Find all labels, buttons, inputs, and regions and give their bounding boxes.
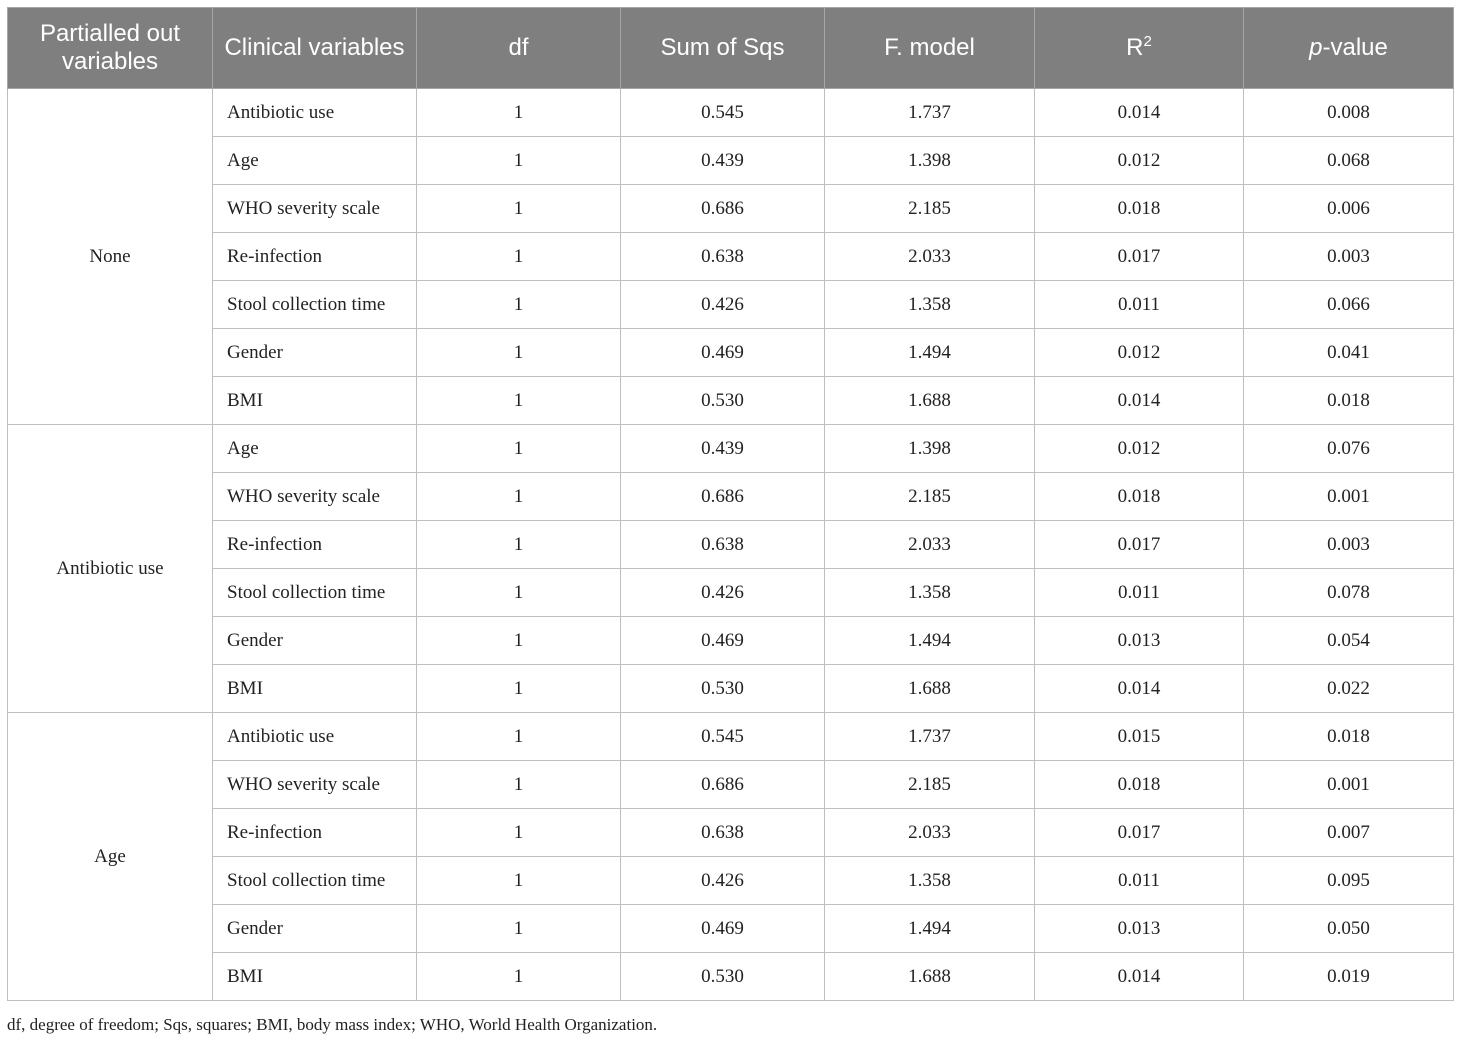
- header-pvalue: [1244, 8, 1454, 89]
- cell-f-model: 1.494: [825, 905, 1035, 953]
- table-body: [8, 89, 1454, 1001]
- cell-variable: WHO severity scale: [213, 473, 417, 521]
- table-row: [8, 569, 1454, 617]
- table-row: [8, 425, 1454, 473]
- cell-variable: Stool collection time: [213, 857, 417, 905]
- cell-f-model: 2.185: [825, 473, 1035, 521]
- cell-df: 1: [417, 905, 621, 953]
- cell-df: 1: [417, 761, 621, 809]
- cell-variable: Antibiotic use: [213, 89, 417, 137]
- cell-variable: WHO severity scale: [213, 761, 417, 809]
- cell-pvalue: 0.008: [1244, 89, 1454, 137]
- cell-pvalue: 0.041: [1244, 329, 1454, 377]
- cell-sum-sqs: 0.439: [621, 425, 825, 473]
- cell-pvalue: 0.095: [1244, 857, 1454, 905]
- cell-f-model: 2.185: [825, 185, 1035, 233]
- cell-pvalue: 0.018: [1244, 377, 1454, 425]
- cell-sum-sqs: 0.469: [621, 329, 825, 377]
- cell-variable: BMI: [213, 665, 417, 713]
- cell-df: 1: [417, 665, 621, 713]
- cell-pvalue: 0.007: [1244, 809, 1454, 857]
- cell-df: 1: [417, 809, 621, 857]
- cell-pvalue: 0.001: [1244, 761, 1454, 809]
- cell-f-model: 2.033: [825, 521, 1035, 569]
- cell-variable: Age: [213, 425, 417, 473]
- header-r2-sup: 2: [1143, 33, 1152, 50]
- header-f-model: F. model: [825, 8, 1035, 89]
- cell-f-model: 1.358: [825, 857, 1035, 905]
- cell-sum-sqs: 0.426: [621, 281, 825, 329]
- cell-df: 1: [417, 137, 621, 185]
- cell-df: 1: [417, 569, 621, 617]
- cell-df: 1: [417, 521, 621, 569]
- cell-r2: 0.012: [1035, 137, 1244, 185]
- cell-r2: 0.013: [1035, 905, 1244, 953]
- cell-pvalue: 0.078: [1244, 569, 1454, 617]
- cell-variable: Re-infection: [213, 521, 417, 569]
- cell-variable: Gender: [213, 329, 417, 377]
- cell-f-model: 1.494: [825, 617, 1035, 665]
- cell-variable: Stool collection time: [213, 281, 417, 329]
- cell-f-model: 2.033: [825, 233, 1035, 281]
- header-row: [8, 8, 1454, 89]
- cell-r2: 0.012: [1035, 425, 1244, 473]
- group-label: Antibiotic use: [8, 425, 213, 713]
- cell-f-model: 1.688: [825, 377, 1035, 425]
- cell-sum-sqs: 0.638: [621, 233, 825, 281]
- group-label: Age: [8, 713, 213, 1001]
- cell-df: 1: [417, 473, 621, 521]
- cell-sum-sqs: 0.530: [621, 953, 825, 1001]
- table-row: [8, 473, 1454, 521]
- cell-r2: 0.017: [1035, 521, 1244, 569]
- cell-f-model: 1.398: [825, 425, 1035, 473]
- table-row: [8, 233, 1454, 281]
- cell-sum-sqs: 0.469: [621, 617, 825, 665]
- table-row: [8, 665, 1454, 713]
- cell-df: 1: [417, 713, 621, 761]
- table-row: [8, 185, 1454, 233]
- cell-f-model: 1.358: [825, 281, 1035, 329]
- cell-r2: 0.012: [1035, 329, 1244, 377]
- cell-pvalue: 0.068: [1244, 137, 1454, 185]
- cell-r2: 0.011: [1035, 281, 1244, 329]
- table-row: [8, 89, 1454, 137]
- cell-r2: 0.014: [1035, 665, 1244, 713]
- cell-f-model: 1.737: [825, 713, 1035, 761]
- cell-sum-sqs: 0.545: [621, 713, 825, 761]
- cell-variable: Gender: [213, 617, 417, 665]
- header-pvalue-rest: -value: [1322, 34, 1388, 61]
- cell-variable: Re-infection: [213, 233, 417, 281]
- cell-df: 1: [417, 89, 621, 137]
- table-row: [8, 905, 1454, 953]
- table-row: [8, 953, 1454, 1001]
- cell-variable: Re-infection: [213, 809, 417, 857]
- cell-variable: Stool collection time: [213, 569, 417, 617]
- cell-sum-sqs: 0.530: [621, 665, 825, 713]
- table-row: [8, 521, 1454, 569]
- table-row: [8, 761, 1454, 809]
- table-row: [8, 377, 1454, 425]
- cell-variable: WHO severity scale: [213, 185, 417, 233]
- cell-r2: 0.013: [1035, 617, 1244, 665]
- table-row: [8, 329, 1454, 377]
- cell-f-model: 1.737: [825, 89, 1035, 137]
- cell-variable: Gender: [213, 905, 417, 953]
- cell-f-model: 1.358: [825, 569, 1035, 617]
- cell-variable: Age: [213, 137, 417, 185]
- header-sum-sqs: Sum of Sqs: [621, 8, 825, 89]
- cell-variable: BMI: [213, 953, 417, 1001]
- cell-r2: 0.018: [1035, 473, 1244, 521]
- table-row: [8, 713, 1454, 761]
- cell-f-model: 1.494: [825, 329, 1035, 377]
- cell-r2: 0.014: [1035, 953, 1244, 1001]
- cell-r2: 0.017: [1035, 233, 1244, 281]
- cell-pvalue: 0.003: [1244, 233, 1454, 281]
- cell-f-model: 1.688: [825, 665, 1035, 713]
- cell-sum-sqs: 0.638: [621, 521, 825, 569]
- cell-sum-sqs: 0.686: [621, 473, 825, 521]
- cell-r2: 0.017: [1035, 809, 1244, 857]
- header-r2-base: R: [1126, 34, 1144, 61]
- cell-pvalue: 0.001: [1244, 473, 1454, 521]
- cell-r2: 0.011: [1035, 857, 1244, 905]
- cell-df: 1: [417, 329, 621, 377]
- cell-sum-sqs: 0.638: [621, 809, 825, 857]
- cell-f-model: 1.398: [825, 137, 1035, 185]
- cell-sum-sqs: 0.426: [621, 857, 825, 905]
- cell-sum-sqs: 0.426: [621, 569, 825, 617]
- cell-df: 1: [417, 281, 621, 329]
- cell-r2: 0.015: [1035, 713, 1244, 761]
- table-row: [8, 857, 1454, 905]
- cell-pvalue: 0.018: [1244, 713, 1454, 761]
- table-row: [8, 281, 1454, 329]
- table-row: [8, 137, 1454, 185]
- results-table: [7, 7, 1454, 1001]
- cell-sum-sqs: 0.686: [621, 761, 825, 809]
- cell-pvalue: 0.006: [1244, 185, 1454, 233]
- cell-sum-sqs: 0.545: [621, 89, 825, 137]
- cell-f-model: 2.033: [825, 809, 1035, 857]
- header-partialled: Partialled out variables: [8, 8, 213, 89]
- cell-sum-sqs: 0.530: [621, 377, 825, 425]
- cell-pvalue: 0.076: [1244, 425, 1454, 473]
- header-clinical: Clinical variables: [213, 8, 417, 89]
- cell-sum-sqs: 0.686: [621, 185, 825, 233]
- cell-df: 1: [417, 377, 621, 425]
- table-row: [8, 809, 1454, 857]
- cell-f-model: 1.688: [825, 953, 1035, 1001]
- cell-r2: 0.011: [1035, 569, 1244, 617]
- group-label: None: [8, 89, 213, 425]
- header-pvalue-p: p: [1309, 34, 1323, 61]
- table-footnote: df, degree of freedom; Sqs, squares; BMI, body mass index; WHO, World Health Organization.: [7, 1015, 658, 1034]
- table-row: [8, 617, 1454, 665]
- cell-df: 1: [417, 617, 621, 665]
- cell-f-model: 2.185: [825, 761, 1035, 809]
- cell-r2: 0.018: [1035, 761, 1244, 809]
- cell-df: 1: [417, 233, 621, 281]
- cell-df: 1: [417, 953, 621, 1001]
- cell-df: 1: [417, 185, 621, 233]
- cell-pvalue: 0.054: [1244, 617, 1454, 665]
- cell-r2: 0.014: [1035, 377, 1244, 425]
- cell-variable: BMI: [213, 377, 417, 425]
- cell-r2: 0.018: [1035, 185, 1244, 233]
- header-df: df: [417, 8, 621, 89]
- header-r2: [1035, 8, 1244, 89]
- cell-r2: 0.014: [1035, 89, 1244, 137]
- cell-df: 1: [417, 425, 621, 473]
- cell-pvalue: 0.050: [1244, 905, 1454, 953]
- cell-sum-sqs: 0.469: [621, 905, 825, 953]
- cell-pvalue: 0.019: [1244, 953, 1454, 1001]
- cell-variable: Antibiotic use: [213, 713, 417, 761]
- cell-pvalue: 0.066: [1244, 281, 1454, 329]
- cell-sum-sqs: 0.439: [621, 137, 825, 185]
- cell-df: 1: [417, 857, 621, 905]
- cell-pvalue: 0.022: [1244, 665, 1454, 713]
- cell-pvalue: 0.003: [1244, 521, 1454, 569]
